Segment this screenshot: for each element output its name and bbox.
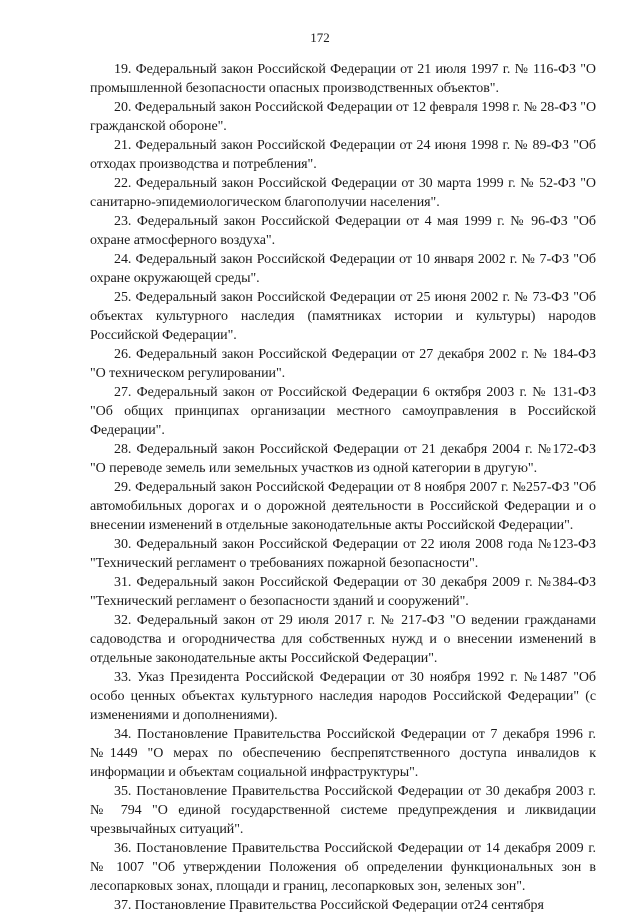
list-item: 21. Федеральный закон Российской Федерации от 24 июня 1998 г. № 89-ФЗ "Об отходах производства и потребления". [90,138,596,172]
list-item: 26. Федеральный закон Российской Федерации от 27 декабря 2002 г. № 184-ФЗ "О техническом регулировании". [90,347,596,381]
list-item: 29. Федеральный закон Российской Федерации от 8 ноября 2007 г. №257-ФЗ "Об автомобильных дорогах и о дорожной деятельности в Российской Федерации и о внесении изменений в отдельные законодательные акты Российской Федерации". [90,480,596,533]
list-item: 30. Федеральный закон Российской Федерации от 22 июля 2008 года №123-ФЗ "Технический регламент о требованиях пожарной безопасности". [90,537,596,571]
list-item: 32. Федеральный закон от 29 июля 2017 г. № 217-ФЗ "О ведении гражданами садоводства и огородничества для собственных нужд и о внесении изменений в отдельные законодательные акты Российской Федерации". [90,613,596,666]
list-item: 25. Федеральный закон Российской Федерации от 25 июня 2002 г. № 73-ФЗ "Об объектах культурного наследия (памятниках истории и культуры) народов Российской Федерации". [90,290,596,343]
list-item: 34. Постановление Правительства Российской Федерации от 7 декабря 1996 г. №1449 "О мерах по обеспечению беспрепятственного доступа инвалидов к информации и объектам социальной инфраструктуры". [90,727,596,780]
list-item: 28. Федеральный закон Российской Федерации от 21 декабря 2004 г. №172-ФЗ "О переводе земель или земельных участков из одной категории в другую". [90,442,596,476]
document-body [90,60,596,915]
list-item: 27. Федеральный закон от Российской Федерации 6 октября 2003 г. № 131-ФЗ "Об общих принципах организации местного самоуправления в Российской Федерации". [90,385,596,438]
list-item: 24. Федеральный закон Российской Федерации от 10 января 2002 г. № 7-ФЗ "Об охране окружающей среды". [90,252,596,286]
list-item: 37. Постановление Правительства Российской Федерации от24 сентября [114,898,544,913]
list-item: 31. Федеральный закон Российской Федерации от 30 декабря 2009 г. №384-ФЗ "Технический регламент о безопасности зданий и сооружений". [90,575,596,609]
list-item: 23. Федеральный закон Российской Федерации от 4 мая 1999 г. № 96-ФЗ "Об охране атмосферного воздуха". [90,214,596,248]
list-item: 33. Указ Президента Российской Федерации от 30 ноября 1992 г. №1487 "Об особо ценных объектах культурного наследия народов Российской Федерации" (с изменениями и дополнениями). [90,670,596,723]
list-item: 20. Федеральный закон Российской Федерации от 12 февраля 1998 г. № 28-ФЗ "О гражданской обороне". [90,100,596,134]
list-item: 35. Постановление Правительства Российской Федерации от 30 декабря 2003 г. № 794 "О единой государственной системе предупреждения и ликвидации чрезвычайных ситуаций". [90,784,596,837]
page-number: 172 [310,30,330,45]
list-item: 22. Федеральный закон Российской Федерации от 30 марта 1999 г. № 52-ФЗ "О санитарно-эпидемиологическом благополучии населения". [90,176,596,210]
list-item: 19. Федеральный закон Российской Федерации от 21 июля 1997 г. № 116-ФЗ "О промышленной безопасности опасных производственных объектов". [90,62,596,96]
list-item: 36. Постановление Правительства Российской Федерации от 14 декабря 2009 г. № 1007 "Об утверждении Положения об определении функциональных зон в лесопарковых зонах, площади и границ, лесопарковых зон, зеленых зон". [90,841,596,894]
